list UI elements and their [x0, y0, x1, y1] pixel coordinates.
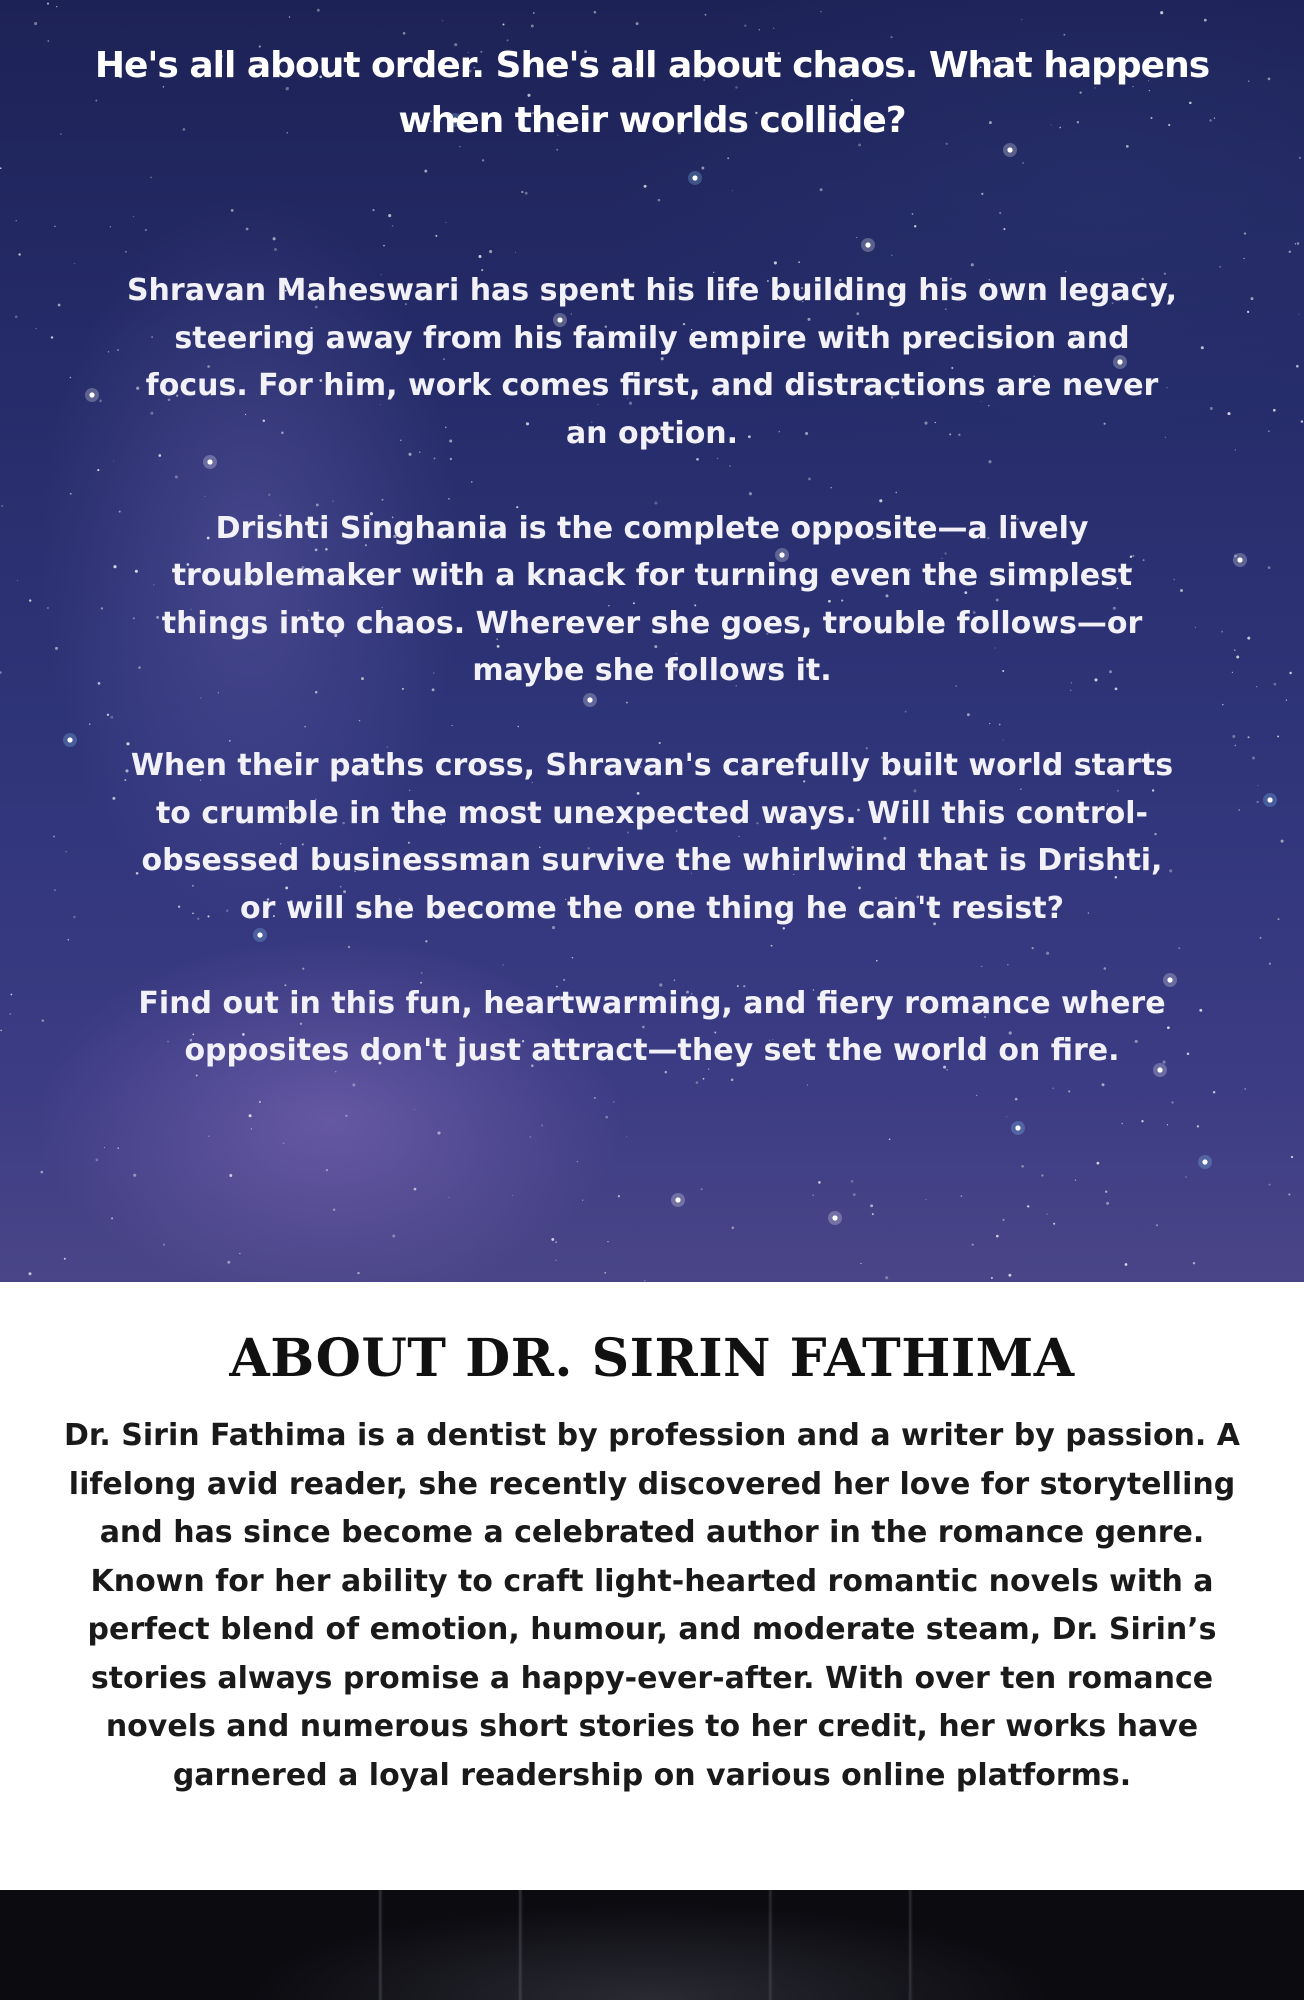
star — [604, 1272, 605, 1273]
star — [383, 245, 385, 247]
star — [55, 647, 58, 650]
star — [414, 1188, 417, 1191]
star — [1021, 19, 1022, 20]
star — [860, 1263, 861, 1264]
star — [110, 226, 111, 227]
star — [133, 216, 134, 217]
star — [1002, 1219, 1004, 1221]
star — [89, 723, 91, 725]
star — [9, 1013, 11, 1015]
star — [403, 32, 406, 35]
star — [1204, 19, 1207, 22]
star — [47, 607, 49, 609]
star — [820, 188, 823, 191]
star — [489, 250, 492, 253]
bright-star — [1267, 797, 1272, 802]
star — [701, 167, 704, 170]
star — [66, 851, 67, 852]
star — [577, 1161, 578, 1162]
star — [1213, 1091, 1215, 1093]
star — [1195, 627, 1196, 628]
star — [17, 580, 18, 581]
star — [1260, 937, 1262, 939]
star — [1248, 736, 1250, 738]
star — [28, 1272, 31, 1275]
star — [15, 315, 18, 318]
star — [1106, 1202, 1109, 1205]
star — [515, 252, 516, 253]
star — [1268, 430, 1270, 432]
about-author-bio: Dr. Sirin Fathima is a dentist by profession and a writer by passion. A lifelong avid reader, she recently discovered her love for storytelling and has since become a celebrated author in the romance genre. Known for her ability to craft light-hearted romantic novels with a perfect blend of emotion, humour, and moderate steam, Dr. Sirin’s stories always promise a happy-ever-after. With over ten romance novels and numerous short stories to her credit, her works have garnered a loyal readership on various online platforms. — [64, 1418, 1240, 1793]
star — [851, 1180, 854, 1183]
star — [872, 1213, 874, 1215]
star — [333, 1208, 336, 1211]
star — [732, 190, 733, 191]
star — [1041, 1174, 1043, 1176]
star — [445, 222, 446, 223]
star — [73, 916, 76, 919]
star — [482, 159, 484, 161]
star — [113, 461, 114, 462]
star — [1291, 1156, 1293, 1158]
star — [759, 29, 760, 30]
star — [70, 493, 72, 495]
star — [1219, 266, 1221, 268]
star — [125, 251, 127, 253]
star — [607, 1241, 608, 1242]
star — [54, 226, 56, 228]
star — [1235, 745, 1236, 746]
star — [1232, 735, 1235, 738]
star — [1232, 672, 1233, 673]
bright-star — [675, 1197, 680, 1202]
star — [273, 237, 276, 240]
star — [1297, 242, 1300, 245]
star — [853, 1193, 856, 1196]
star — [533, 12, 535, 14]
star — [727, 157, 729, 159]
star — [885, 1276, 888, 1279]
star — [529, 1136, 531, 1138]
about-author-heading: ABOUT DR. SIRIN FATHIMA — [229, 1328, 1075, 1389]
bright-star — [67, 737, 72, 742]
star — [41, 1019, 44, 1022]
star — [798, 261, 800, 263]
bright-star — [1202, 1159, 1207, 1164]
star — [289, 16, 291, 18]
star — [1273, 683, 1276, 686]
star — [1256, 686, 1257, 687]
star — [1187, 1053, 1190, 1056]
star — [392, 225, 394, 227]
star — [112, 797, 115, 800]
star — [372, 209, 374, 211]
star — [251, 1128, 253, 1130]
star — [1277, 735, 1279, 737]
star — [101, 607, 103, 609]
star — [582, 1200, 583, 1201]
star — [525, 192, 528, 195]
star — [818, 1181, 821, 1184]
star — [11, 994, 13, 996]
star — [1199, 1009, 1202, 1012]
star — [1, 505, 3, 507]
star — [1027, 1205, 1029, 1207]
star — [555, 1260, 556, 1261]
star — [1298, 314, 1299, 315]
star — [1258, 785, 1259, 786]
star — [442, 20, 443, 21]
star — [36, 328, 37, 329]
star — [0, 1030, 2, 1032]
star — [1288, 1193, 1290, 1195]
star — [1008, 1274, 1011, 1277]
star — [1256, 801, 1258, 803]
star — [108, 351, 110, 353]
star — [1063, 34, 1065, 36]
synopsis-paragraph-shravan: Shravan Maheswari has spent his life building his own legacy, steering away from his family empire with precision and focus. For him, work comes first, and distractions are never an option. — [126, 273, 1178, 451]
star — [424, 170, 427, 173]
star — [34, 22, 37, 25]
star — [1289, 251, 1291, 253]
star — [705, 14, 707, 16]
star — [981, 193, 983, 195]
star — [70, 377, 72, 379]
star — [1243, 258, 1244, 259]
star — [531, 25, 534, 28]
star — [118, 1148, 119, 1149]
star — [961, 1195, 962, 1196]
star — [1156, 1224, 1158, 1226]
star — [1235, 449, 1236, 450]
star — [891, 255, 892, 256]
star — [996, 1235, 999, 1238]
star — [448, 1197, 449, 1198]
star — [98, 682, 101, 685]
about-author-section — [0, 1282, 1304, 1890]
star — [1268, 566, 1271, 569]
star — [133, 1174, 136, 1177]
star — [326, 1169, 328, 1171]
blurb-tagline: He's all about order. She's all about chaos. What happens when their worlds collide? — [94, 45, 1210, 141]
star — [594, 11, 597, 14]
star — [1247, 637, 1250, 640]
star — [231, 209, 234, 212]
star — [1185, 1176, 1187, 1178]
star — [1269, 963, 1271, 965]
star — [1251, 297, 1254, 300]
star — [636, 22, 639, 25]
star — [1301, 420, 1303, 422]
star — [1105, 1190, 1107, 1192]
star — [556, 149, 558, 151]
star — [229, 1174, 232, 1177]
star — [60, 134, 61, 135]
dark-footer-image-strip — [0, 1890, 1304, 2000]
star — [163, 1244, 165, 1246]
star — [870, 1204, 873, 1207]
star — [1022, 162, 1024, 164]
star — [1125, 1263, 1128, 1266]
star — [1278, 918, 1280, 920]
star — [29, 599, 31, 601]
star — [774, 261, 777, 264]
star — [437, 1131, 440, 1134]
star — [18, 253, 20, 255]
star — [1268, 78, 1271, 81]
star — [74, 263, 75, 264]
bright-star — [1237, 557, 1242, 562]
star — [1299, 157, 1301, 159]
star — [47, 3, 49, 5]
star — [1295, 243, 1296, 244]
bright-star — [865, 242, 870, 247]
star — [1286, 700, 1287, 701]
star — [1247, 311, 1249, 313]
star — [150, 176, 152, 178]
star — [58, 304, 61, 307]
star — [107, 714, 109, 716]
star — [773, 28, 774, 29]
star — [1248, 81, 1249, 82]
star — [1281, 840, 1284, 843]
star — [0, 671, 2, 674]
star — [97, 469, 99, 471]
star — [644, 185, 647, 188]
star — [1021, 1165, 1024, 1168]
star — [971, 263, 974, 266]
star — [551, 1238, 554, 1241]
star — [145, 229, 147, 231]
star — [51, 336, 53, 338]
star — [1252, 757, 1255, 760]
star — [926, 1199, 927, 1200]
star — [392, 1234, 395, 1237]
star — [239, 1253, 240, 1254]
star — [732, 1227, 735, 1230]
star — [991, 1277, 993, 1279]
star — [999, 212, 1001, 214]
star — [1003, 228, 1005, 230]
star — [1236, 656, 1239, 659]
star — [1238, 809, 1240, 811]
star — [117, 349, 119, 351]
star — [820, 11, 821, 12]
star — [110, 716, 113, 719]
star — [541, 1125, 543, 1127]
star — [1221, 631, 1223, 633]
star — [626, 1136, 627, 1137]
bright-star — [692, 175, 697, 180]
star — [208, 1135, 209, 1136]
star — [972, 1244, 974, 1246]
star — [889, 1138, 891, 1140]
star — [435, 235, 437, 237]
star — [512, 1195, 513, 1196]
star — [357, 1272, 359, 1274]
star — [1296, 365, 1299, 368]
star — [53, 836, 55, 838]
star — [856, 237, 857, 238]
star — [96, 1159, 99, 1162]
star — [1193, 1262, 1195, 1264]
star — [1096, 1162, 1099, 1165]
star — [1160, 11, 1163, 14]
star — [701, 1188, 703, 1190]
star — [914, 225, 916, 227]
star — [227, 1261, 230, 1264]
star — [1121, 1123, 1123, 1125]
star — [744, 25, 746, 27]
bright-star — [1007, 147, 1012, 152]
star — [521, 191, 523, 193]
star — [54, 889, 56, 891]
star — [1053, 1223, 1055, 1225]
star — [56, 6, 57, 7]
star — [1222, 704, 1223, 705]
star — [113, 565, 116, 568]
star — [1273, 409, 1276, 412]
star — [1234, 650, 1235, 651]
star — [1210, 407, 1213, 410]
star — [388, 214, 391, 217]
star — [1245, 1088, 1246, 1089]
bright-star — [832, 1215, 837, 1220]
star — [274, 248, 277, 251]
star — [912, 213, 914, 215]
star — [246, 228, 249, 231]
star — [16, 220, 17, 221]
star — [64, 1258, 66, 1260]
bright-star — [89, 392, 94, 397]
star — [283, 1143, 285, 1145]
star — [479, 255, 482, 258]
star — [104, 1147, 105, 1148]
synopsis-paragraph-conflict: When their paths cross, Shravan's carefully built world starts to crumble in the most unexpected ways. Will this control-obsessed businessman survive the whirlwind that is Drishti, or will she become the one thing he can't resist? — [130, 748, 1174, 926]
star — [1289, 672, 1291, 674]
star — [658, 199, 661, 202]
blurb-synopsis — [120, 267, 1184, 1122]
star — [1075, 1180, 1076, 1181]
star — [555, 1241, 557, 1243]
star — [40, 1171, 43, 1174]
star — [1046, 1213, 1047, 1214]
bright-star — [1015, 1125, 1020, 1130]
star — [1197, 1125, 1199, 1127]
star — [111, 1217, 113, 1219]
star — [812, 1194, 814, 1196]
star — [317, 9, 320, 12]
star — [0, 167, 2, 169]
star — [99, 400, 102, 403]
synopsis-paragraph-drishti: Drishti Singhania is the complete opposite—a lively troublemaker with a knack for turning even the simplest things into chaos. Wherever she goes, trouble follows—or maybe she follows it. — [161, 510, 1143, 688]
star — [1227, 412, 1230, 415]
star — [68, 939, 70, 941]
star — [502, 23, 504, 25]
star — [1167, 1124, 1168, 1125]
synopsis-paragraph-closing: Find out in this fun, heartwarming, and fiery romance where opposites don't just attract—they set the world on fire. — [138, 985, 1166, 1068]
star — [1244, 232, 1246, 234]
star — [618, 1195, 620, 1197]
star — [1201, 346, 1204, 349]
star — [47, 40, 49, 42]
star — [1269, 1184, 1271, 1186]
